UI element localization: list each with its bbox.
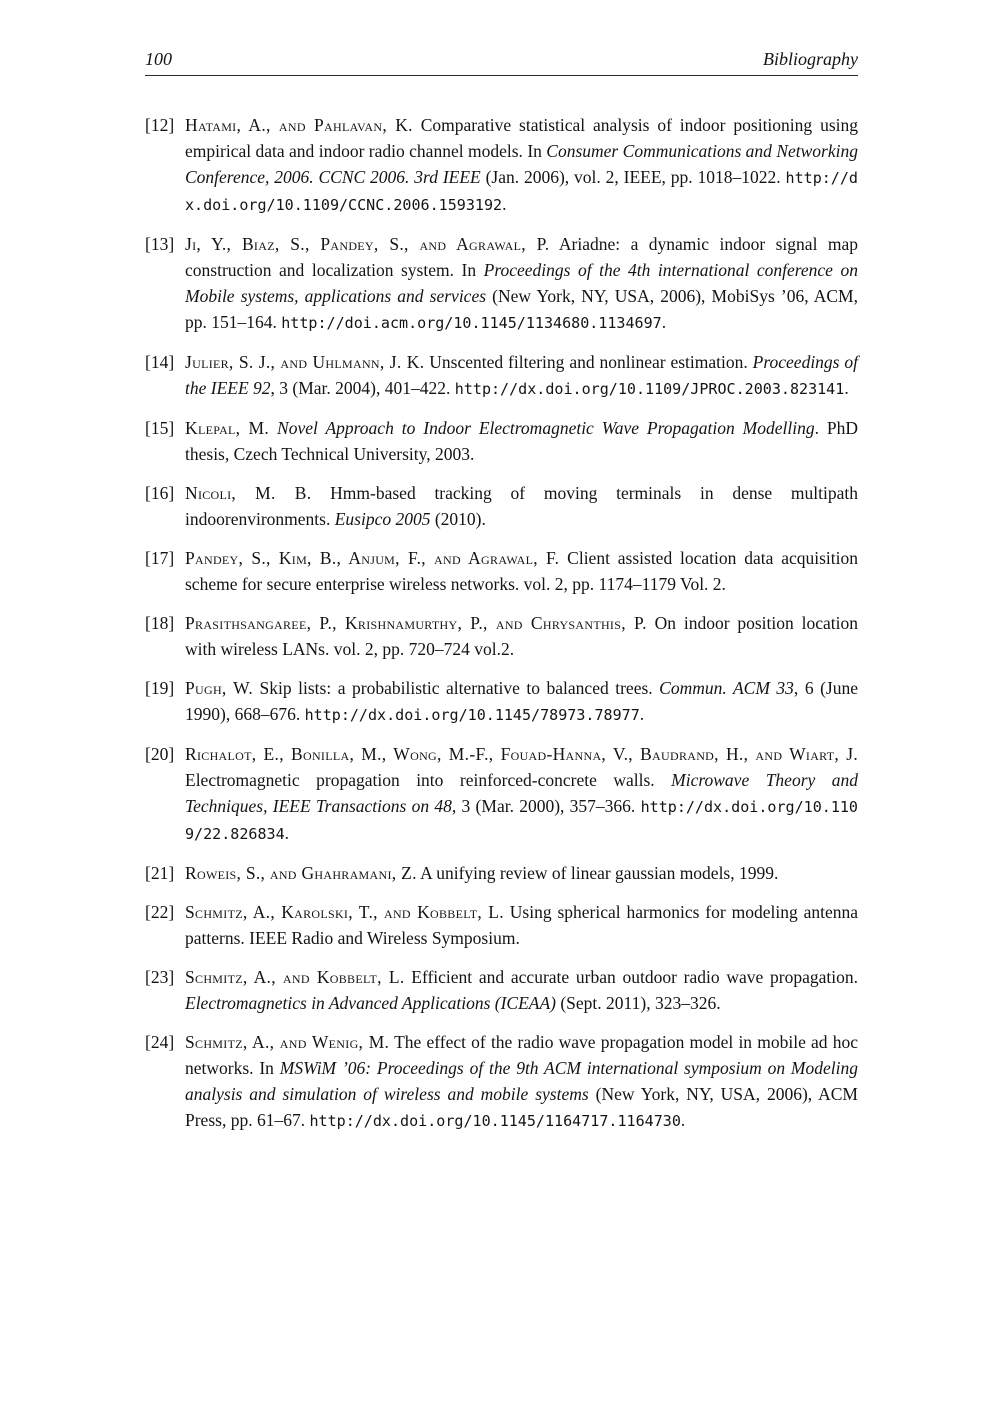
- reference-segment: .: [502, 194, 507, 214]
- reference-segment: Proceedings of the IEEE 92: [185, 352, 859, 398]
- reference-text: [185, 545, 858, 597]
- reference-text: [185, 899, 858, 951]
- reference-item: [145, 480, 858, 532]
- reference-segment: MSWiM ’06: Proceedings of the 9th ACM international symposium on Modeling analysis and simulation of wireless and mobile systems: [185, 1058, 858, 1104]
- reference-label: [12]: [145, 115, 175, 135]
- reference-segment: Richalot, E., Bonilla, M., Wong, M.-F., Fouad-Hanna, V., Baudrand, H., and Wiart, J.: [185, 744, 858, 764]
- reference-label: [23]: [145, 967, 175, 987]
- reference-segment: Pandey, S., Kim, B., Anjum, F., and Agrawal, F.: [185, 548, 560, 568]
- reference-list: [145, 112, 858, 1134]
- reference-label: [18]: [145, 613, 175, 633]
- reference-segment: Schmitz, A., and Kobbelt, L.: [185, 967, 405, 987]
- reference-text: [185, 675, 858, 728]
- reference-segment: Klepal, M.: [185, 418, 270, 438]
- reference-segment: (Sept. 2011), 323–326.: [555, 993, 721, 1013]
- reference-item: [145, 741, 858, 847]
- reference-label: [13]: [145, 234, 175, 254]
- reference-segment: Julier, S. J., and Uhlmann, J. K.: [185, 352, 425, 372]
- reference-segment: Comparative statistical analysis of indoor positioning using empirical data and indoor radio channel models. In: [185, 115, 858, 161]
- reference-item: [145, 415, 858, 467]
- running-header: [145, 48, 858, 76]
- reference-segment: Hmm-based tracking of moving terminals in dense multipath indoorenvironments.: [185, 483, 858, 529]
- doi-url: http://dx.doi.org/10.1145/78973.78977: [304, 706, 640, 724]
- reference-item: [145, 231, 858, 336]
- reference-item: [145, 860, 858, 886]
- reference-label: [17]: [145, 548, 175, 568]
- reference-label: [24]: [145, 1032, 175, 1052]
- reference-text: [185, 349, 858, 402]
- reference-text: [185, 610, 858, 662]
- reference-segment: Using spherical harmonics for modeling antenna patterns. IEEE Radio and Wireless Symposium.: [185, 902, 858, 948]
- reference-segment: .: [661, 312, 667, 332]
- reference-segment: Hatami, A., and Pahlavan, K.: [185, 115, 413, 135]
- reference-item: [145, 545, 858, 597]
- reference-segment: .: [844, 378, 849, 398]
- reference-segment: .: [639, 704, 645, 724]
- reference-label: [20]: [145, 744, 175, 764]
- reference-segment: Ji, Y., Biaz, S., Pandey, S., and Agrawal, P.: [185, 234, 550, 254]
- reference-item: [145, 675, 858, 728]
- reference-item: [145, 349, 858, 402]
- reference-label: [14]: [145, 352, 175, 372]
- doi-url: http://dx.doi.org/10.1145/1164717.1164730: [309, 1112, 681, 1130]
- doi-url: http://dx.doi.org/10.1109/JPROC.2003.823141: [454, 380, 845, 398]
- reference-segment: (Jan. 2006), vol. 2, IEEE, pp. 1018–1022.: [480, 167, 786, 187]
- reference-item: [145, 899, 858, 951]
- reference-text: [185, 480, 858, 532]
- page-number: 100: [145, 49, 172, 69]
- reference-item: [145, 610, 858, 662]
- reference-segment: , 3 (Mar. 2004), 401–422.: [270, 378, 455, 398]
- reference-segment: Schmitz, A., Karolski, T., and Kobbelt, L.: [185, 902, 504, 922]
- reference-text: [185, 231, 858, 336]
- reference-item: [145, 1029, 858, 1134]
- reference-segment: Consumer Communications and Networking Conference, 2006. CCNC 2006. 3rd IEEE: [185, 141, 858, 187]
- reference-segment: Unscented filtering and nonlinear estimation.: [424, 352, 753, 372]
- reference-segment: Commun. ACM 33: [659, 678, 794, 698]
- section-title: Bibliography: [763, 49, 858, 69]
- reference-segment: Efficient and accurate urban outdoor radio wave propagation.: [404, 967, 858, 987]
- reference-segment: Electromagnetic propagation into reinforced-concrete walls.: [185, 770, 672, 790]
- reference-segment: Ariadne: a dynamic indoor signal map construction and localization system. In: [185, 234, 858, 280]
- reference-segment: [269, 418, 277, 438]
- reference-segment: .: [680, 1110, 686, 1130]
- reference-segment: . PhD thesis, Czech Technical University, 2003.: [185, 418, 859, 464]
- reference-segment: Skip lists: a probabilistic alternative to balanced trees.: [253, 678, 660, 698]
- reference-segment: The effect of the radio wave propagation model in mobile ad hoc networks. In: [185, 1032, 858, 1078]
- reference-segment: (New York, NY, USA, 2006), ACM Press, pp. 61–67.: [185, 1084, 858, 1130]
- doi-url: http://dx.doi.org/10.1109/22.826834: [185, 798, 858, 843]
- reference-text: [185, 860, 858, 886]
- reference-text: [185, 964, 858, 1016]
- reference-item: [145, 112, 858, 218]
- reference-label: [22]: [145, 902, 175, 922]
- reference-segment: Electromagnetics in Advanced Applications (ICEAA): [185, 993, 556, 1013]
- doi-url: http://doi.acm.org/10.1145/1134680.1134697: [281, 314, 662, 332]
- reference-segment: A unifying review of linear gaussian models, 1999.: [416, 863, 779, 883]
- reference-label: [15]: [145, 418, 175, 438]
- reference-segment: , 3 (Mar. 2000), 357–366.: [451, 796, 641, 816]
- reference-segment: Proceedings of the 4th international conference on Mobile systems, applications and services: [185, 260, 858, 306]
- reference-text: [185, 415, 858, 467]
- doi-url: http://dx.doi.org/10.1109/CCNC.2006.1593192: [185, 169, 858, 214]
- reference-segment: Schmitz, A., and Wenig, M.: [185, 1032, 390, 1052]
- reference-label: [21]: [145, 863, 175, 883]
- reference-label: [19]: [145, 678, 175, 698]
- reference-label: [16]: [145, 483, 175, 503]
- reference-segment: Client assisted location data acquisition scheme for secure enterprise wireless networks. vol. 2, pp. 1174–1179 Vol. 2.: [185, 548, 858, 594]
- reference-segment: , 6 (June 1990), 668–676.: [185, 678, 858, 724]
- reference-segment: Microwave Theory and Techniques, IEEE Transactions on 48: [185, 770, 858, 816]
- reference-segment: On indoor position location with wireless LANs. vol. 2, pp. 720–724 vol.2.: [185, 613, 858, 659]
- reference-item: [145, 964, 858, 1016]
- reference-segment: Novel Approach to Indoor Electromagnetic Wave Propagation Modelling: [277, 418, 815, 438]
- reference-segment: .: [284, 823, 290, 843]
- reference-segment: Nicoli, M. B.: [185, 483, 312, 503]
- reference-text: [185, 112, 858, 218]
- reference-segment: Eusipco 2005: [334, 509, 431, 529]
- reference-text: [185, 741, 858, 847]
- reference-segment: Prasithsangaree, P., Krishnamurthy, P., and Chrysanthis, P.: [185, 613, 647, 633]
- reference-segment: Roweis, S., and Ghahramani, Z.: [185, 863, 417, 883]
- reference-segment: (2010).: [430, 509, 486, 529]
- reference-text: [185, 1029, 858, 1134]
- reference-segment: (New York, NY, USA, 2006), MobiSys ’06, ACM, pp. 151–164.: [185, 286, 858, 332]
- reference-segment: Pugh, W.: [185, 678, 253, 698]
